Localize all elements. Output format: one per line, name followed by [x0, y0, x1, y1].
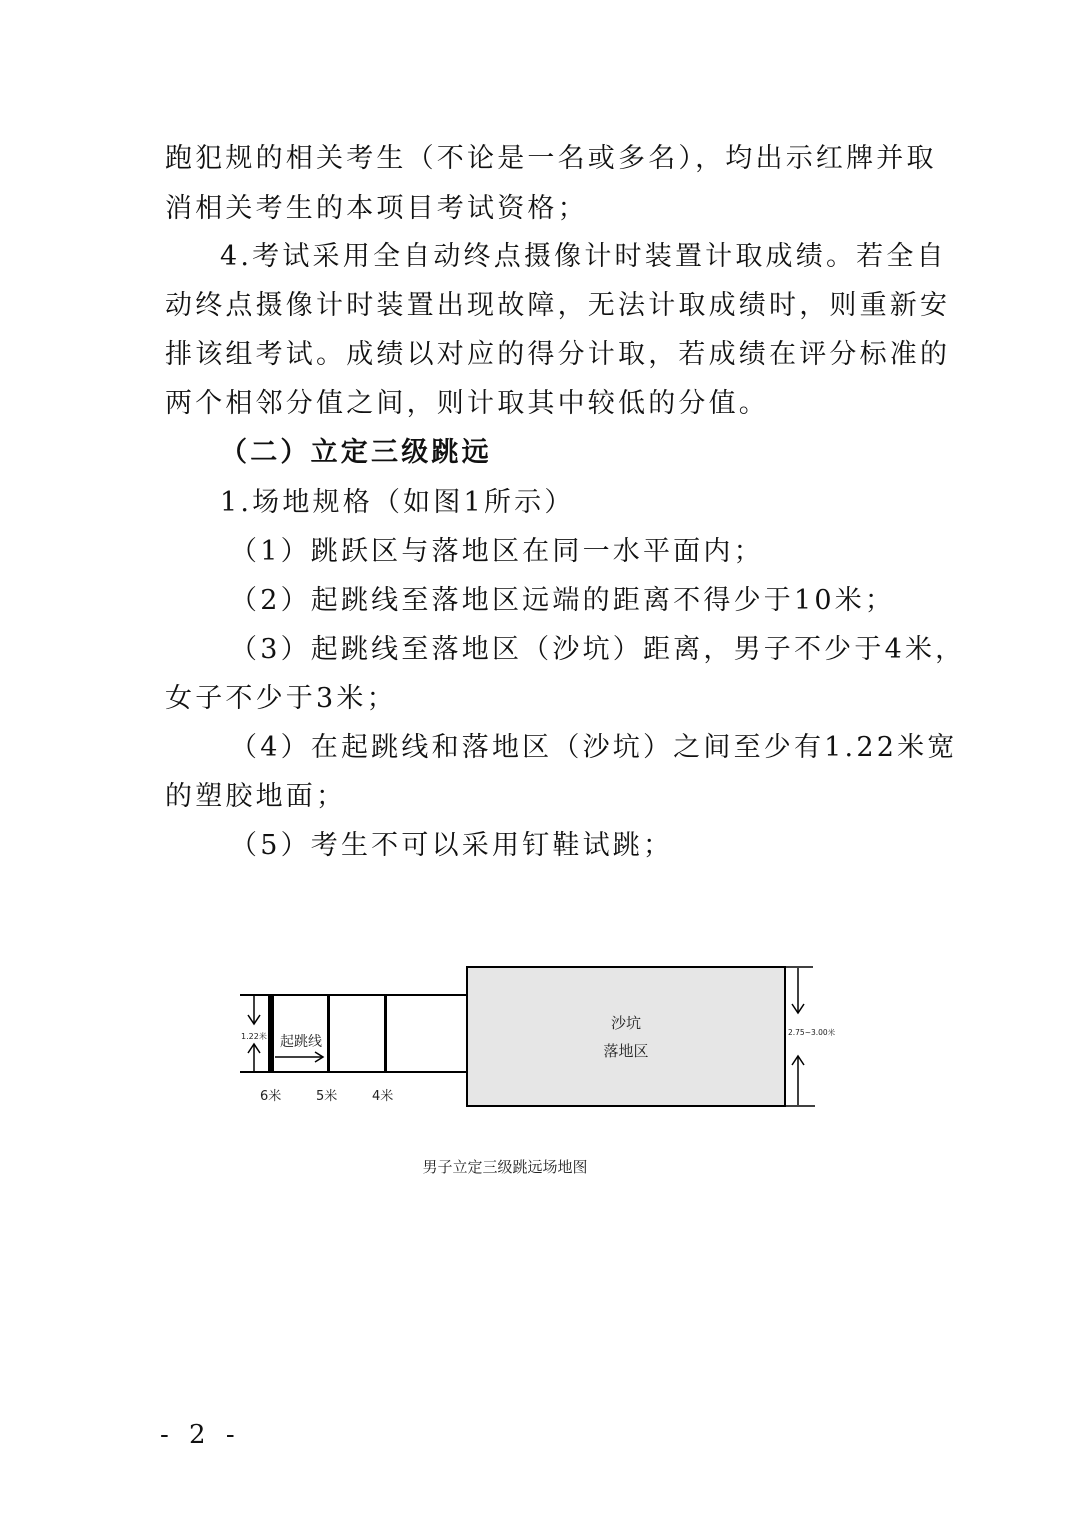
list-item: （2）起跳线至落地区远端的距离不得少于10米； — [230, 585, 896, 616]
paragraph-line: 动终点摄像计时装置出现故障，无法计取成绩时，则重新安 — [165, 290, 951, 321]
distance-label-5m: 5米 — [316, 1089, 338, 1104]
list-item: 女子不少于3米； — [165, 683, 397, 714]
paragraph-line: 4.考试采用全自动终点摄像计时装置计取成绩。若全自 — [220, 241, 947, 272]
figure-caption: 男子立定三级跳远场地图 — [422, 1158, 588, 1176]
pit-width-label: 2.75~3.00米 — [788, 1028, 836, 1037]
width-label: 1.22米 — [241, 1032, 267, 1041]
landing-area-label: 落地区 — [603, 1042, 649, 1060]
list-item: 的塑胶地面； — [165, 781, 347, 812]
list-item: （3）起跳线至落地区（沙坑）距离，男子不少于4米， — [230, 634, 966, 665]
list-item: （4）在起跳线和落地区（沙坑）之间至少有1.22米宽 — [230, 732, 958, 763]
page-number: - 2 - — [160, 1420, 241, 1450]
paragraph-line: 两个相邻分值之间，则计取其中较低的分值。 — [165, 388, 769, 419]
takeoff-line-label: 起跳线 — [280, 1034, 322, 1050]
pit-label: 沙坑 — [610, 1014, 642, 1032]
list-item: （1）跳跃区与落地区在同一水平面内； — [230, 536, 764, 567]
distance-label-6m: 6米 — [260, 1089, 282, 1104]
field-diagram — [230, 960, 850, 1120]
paragraph-line: 跑犯规的相关考生（不论是一名或多名），均出示红牌并取 — [165, 143, 937, 174]
paragraph-line: 排该组考试。成绩以对应的得分计取，若成绩在评分标准的 — [165, 339, 951, 370]
section-heading: （二）立定三级跳远 — [220, 437, 492, 468]
list-item: （5）考生不可以采用钉鞋试跳； — [230, 830, 674, 861]
distance-label-4m: 4米 — [372, 1089, 394, 1104]
subheading: 1.场地规格（如图1所示） — [220, 487, 575, 518]
paragraph-line: 消相关考生的本项目考试资格； — [165, 193, 588, 224]
